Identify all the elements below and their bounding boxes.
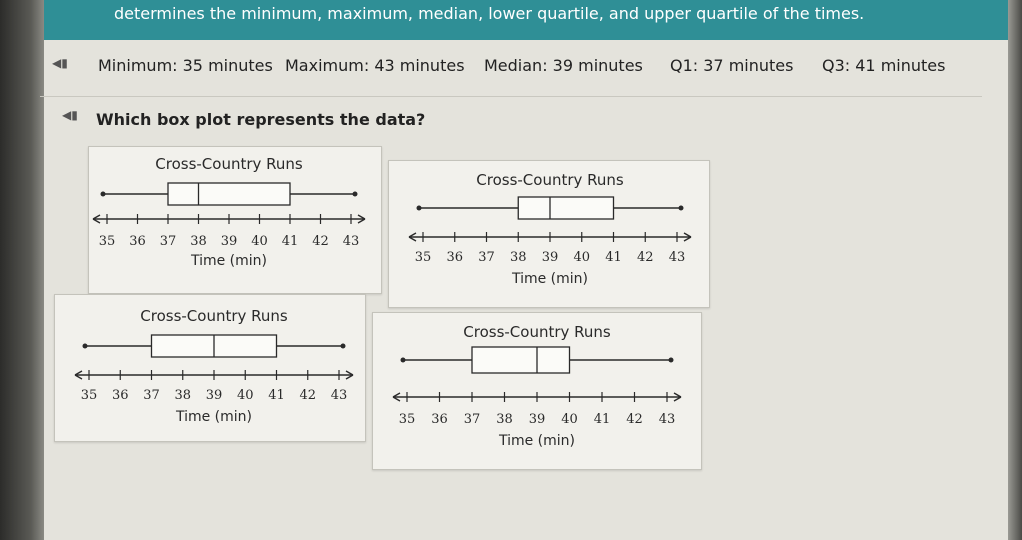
speaker-icon[interactable]: ◀▮	[52, 56, 68, 70]
tick-label: 39	[541, 250, 559, 265]
minimum-point	[401, 358, 406, 363]
instruction-banner	[44, 0, 1008, 40]
tick-label: 41	[281, 234, 299, 249]
divider	[40, 96, 982, 97]
maximum-point	[669, 358, 674, 363]
median-text: Median: 39 minutes	[484, 56, 643, 75]
tick-label: 43	[342, 234, 360, 249]
tick-label: 42	[312, 234, 329, 249]
tick-label: 38	[174, 388, 192, 403]
tick-label: 40	[236, 388, 254, 403]
box-plot-chart	[389, 161, 709, 307]
maximum-point	[353, 192, 358, 197]
instruction-text: determines the minimum, maximum, median, lower quartile, and upper quartile of the times.	[114, 4, 865, 23]
q1-text: Q1: 37 minutes	[670, 56, 794, 75]
x-axis-label: Time (min)	[190, 253, 268, 269]
chart-title: Cross-Country Runs	[463, 323, 611, 341]
tick-label: 41	[268, 388, 285, 403]
tick-label: 40	[561, 412, 578, 427]
tick-label: 39	[205, 388, 223, 403]
answer-option-2[interactable]	[388, 160, 710, 308]
tick-label: 36	[129, 234, 146, 249]
x-axis-label: Time (min)	[498, 433, 576, 449]
tick-label: 37	[463, 412, 481, 427]
tick-label: 39	[528, 412, 546, 427]
tick-label: 37	[159, 234, 177, 249]
tick-label: 40	[251, 234, 268, 249]
tick-label: 43	[658, 412, 676, 427]
box-q1-q3	[472, 347, 570, 373]
q3-text: Q3: 41 minutes	[822, 56, 946, 75]
minimum-point	[417, 206, 422, 211]
tick-label: 43	[330, 388, 348, 403]
minimum-text: Minimum: 35 minutes	[98, 56, 273, 75]
tick-label: 36	[431, 412, 448, 427]
tick-label: 39	[220, 234, 238, 249]
x-axis-label: Time (min)	[175, 409, 253, 425]
box-q1-q3	[168, 183, 290, 205]
maximum-point	[341, 344, 346, 349]
chart-title: Cross-Country Runs	[476, 171, 624, 189]
tick-label: 37	[478, 250, 495, 265]
tick-label: 38	[496, 412, 513, 427]
answer-option-4[interactable]	[372, 312, 702, 470]
maximum-text: Maximum: 43 minutes	[285, 56, 465, 75]
tick-label: 35	[98, 234, 116, 249]
speaker-icon[interactable]: ◀▮	[62, 108, 78, 122]
tick-label: 37	[143, 388, 160, 403]
minimum-point	[101, 192, 106, 197]
tick-label: 41	[593, 412, 611, 427]
tick-label: 38	[509, 250, 527, 265]
tick-label: 35	[414, 250, 432, 265]
answer-option-3[interactable]	[54, 294, 366, 442]
tick-label: 38	[190, 234, 207, 249]
tick-label: 40	[573, 250, 591, 265]
box-plot-chart	[89, 147, 381, 293]
tick-label: 42	[636, 250, 654, 265]
maximum-point	[679, 206, 684, 211]
tick-label: 35	[398, 412, 416, 427]
x-axis-label: Time (min)	[511, 271, 589, 287]
box-plot-chart	[373, 313, 701, 469]
chart-title: Cross-Country Runs	[155, 155, 303, 173]
screen-bezel-right	[1008, 0, 1022, 540]
minimum-point	[83, 344, 88, 349]
tick-label: 36	[111, 388, 129, 403]
tick-label: 42	[626, 412, 643, 427]
tick-label: 41	[605, 250, 622, 265]
screen-bezel-left	[0, 0, 44, 540]
tick-label: 42	[299, 388, 317, 403]
box-q1-q3	[518, 197, 613, 219]
statistics-row	[40, 56, 982, 86]
chart-title: Cross-Country Runs	[140, 307, 288, 325]
box-plot-chart	[55, 295, 365, 441]
tick-label: 43	[668, 250, 686, 265]
question-text: Which box plot represents the data?	[96, 110, 426, 129]
answer-option-1[interactable]	[88, 146, 382, 294]
tick-label: 35	[80, 388, 98, 403]
tick-label: 36	[446, 250, 464, 265]
